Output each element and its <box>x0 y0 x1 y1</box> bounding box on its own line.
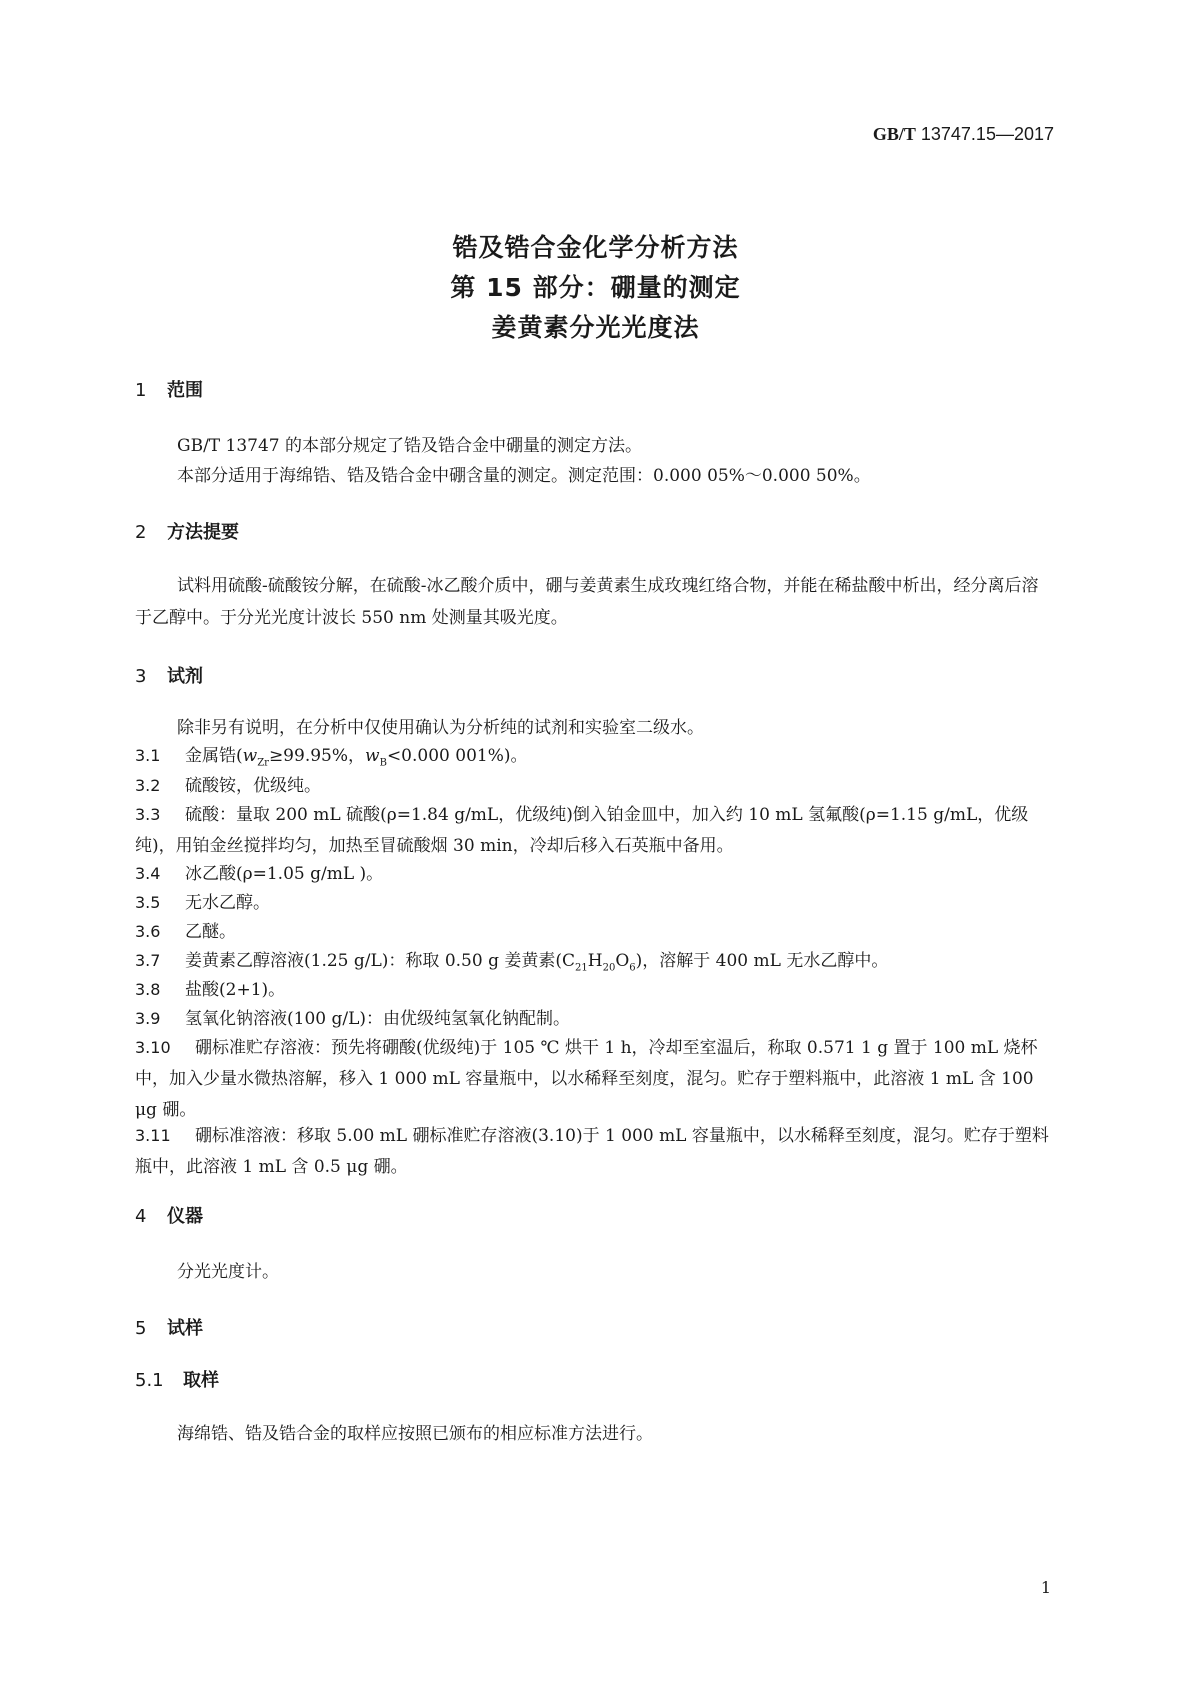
section-1-paragraph-2: 本部分适用于海绵锆、锆及锆合金中硼含量的测定。测定范围：0.000 05%～0.000 50%。 <box>177 466 871 486</box>
subsection-title: 取样 <box>183 1370 219 1391</box>
item-text: 无水乙醇。 <box>185 893 270 913</box>
standard-code: 13747.15—2017 <box>915 124 1054 144</box>
section-title: 方法提要 <box>167 522 239 543</box>
symbol-w: w <box>365 746 380 766</box>
item-number: 3.11 <box>135 1126 171 1145</box>
section-title: 试剂 <box>167 666 203 687</box>
standard-number <box>873 124 1054 145</box>
subscript: 20 <box>602 962 616 974</box>
item-text: 盐酸(2+1)。 <box>185 980 286 1000</box>
section-number: 2 <box>135 522 147 543</box>
item-number: 3.7 <box>135 951 161 970</box>
item-number: 3.3 <box>135 805 161 824</box>
item-text: 冰乙酸(ρ=1.05 g/mL )。 <box>185 864 384 884</box>
section-number: 1 <box>135 380 147 401</box>
subscript: Zr <box>257 757 269 769</box>
section-1-heading <box>135 376 203 402</box>
reagent-item <box>135 916 1055 948</box>
section-title: 范围 <box>167 380 203 401</box>
subscript: 6 <box>629 962 636 974</box>
item-text: 金属锆( <box>185 746 243 766</box>
section-title: 仪器 <box>167 1206 203 1227</box>
document-title <box>0 228 1191 348</box>
item-number: 3.2 <box>135 776 161 795</box>
section-2-paragraph: 试料用硫酸-硫酸铵分解，在硫酸-冰乙酸介质中，硼与姜黄素生成玫瑰红络合物，并能在稀盐酸中析出，经分离后溶于乙醇中。于分光光度计波长 550 nm 处测量其吸光度。 <box>135 576 1039 628</box>
page-number: 1 <box>1040 1578 1051 1597</box>
item-number: 3.9 <box>135 1009 161 1028</box>
section-3-heading <box>135 662 203 688</box>
subscript: 21 <box>575 962 588 974</box>
reagent-item <box>135 974 1055 1006</box>
item-text: 姜黄素乙醇溶液(1.25 g/L)：称取 0.50 g 姜黄素(C <box>185 951 576 971</box>
section-number: 4 <box>135 1206 147 1227</box>
title-line-3: 姜黄素分光光度法 <box>491 313 700 342</box>
reagent-item <box>135 858 1055 890</box>
reagent-item <box>135 1003 1055 1035</box>
item-number: 3.6 <box>135 922 161 941</box>
item-text: 硫酸铵，优级纯。 <box>185 776 321 796</box>
item-text: <0.000 001%)。 <box>386 746 528 766</box>
section-title: 试样 <box>167 1318 203 1339</box>
item-number: 3.8 <box>135 980 161 999</box>
item-text: 乙醚。 <box>185 922 236 942</box>
reagent-item <box>135 1032 1055 1126</box>
subsection-number: 5.1 <box>135 1370 164 1391</box>
subsection-5-1-paragraph: 海绵锆、锆及锆合金的取样应按照已颁布的相应标准方法进行。 <box>177 1424 653 1444</box>
item-text: 硼标准贮存溶液：预先将硼酸(优级纯)于 105 ℃ 烘干 1 h，冷却至室温后，称取 0.571 1 g 置于 100 mL 烧杯中，加入少量水微热溶解，移入 1 000 mL 容量瓶中，以水稀释至刻度，混匀。贮存于塑料瓶中，此溶液 1 mL 含 100 μg 硼。 <box>135 1038 1038 1120</box>
item-text: ≥99.95%， <box>268 746 366 766</box>
element-h: H <box>587 951 603 971</box>
section-2-heading <box>135 518 239 544</box>
reagent-item <box>135 770 1055 802</box>
section-4-heading <box>135 1202 203 1228</box>
item-text: )，溶解于 400 mL 无水乙醇中。 <box>635 951 889 971</box>
item-number: 3.4 <box>135 864 161 883</box>
reagent-item <box>135 1120 1055 1183</box>
section-5-heading <box>135 1314 203 1340</box>
title-line-1: 锆及锆合金化学分析方法 <box>452 233 739 262</box>
item-text: 硫酸：量取 200 mL 硫酸(ρ=1.84 g/mL，优级纯)倒入铂金皿中，加入约 10 mL 氢氟酸(ρ=1.15 g/mL，优级纯)，用铂金丝搅拌均匀，加热至冒硫酸烟 30 min，冷却后移入石英瓶中备用。 <box>135 805 1029 856</box>
section-1-paragraph-1: GB/T 13747 的本部分规定了锆及锆合金中硼量的测定方法。 <box>177 436 643 456</box>
item-text: 硼标准溶液：移取 5.00 mL 硼标准贮存溶液(3.10)于 1 000 mL 容量瓶中，以水稀释至刻度，混匀。贮存于塑料瓶中，此溶液 1 mL 含 0.5 μg 硼。 <box>135 1126 1049 1177</box>
item-number: 3.10 <box>135 1038 171 1057</box>
section-number: 5 <box>135 1318 147 1339</box>
subsection-5-1-heading <box>135 1366 219 1392</box>
element-o: O <box>615 951 630 971</box>
reagent-item <box>135 887 1055 919</box>
section-3-intro: 除非另有说明，在分析中仅使用确认为分析纯的试剂和实验室二级水。 <box>177 718 704 738</box>
title-line-2: 第 15 部分：硼量的测定 <box>450 273 741 302</box>
reagent-item <box>135 799 1055 862</box>
item-number: 3.1 <box>135 746 161 765</box>
symbol-w: w <box>242 746 258 766</box>
section-4-paragraph: 分光光度计。 <box>177 1262 279 1282</box>
standard-prefix: GB/T <box>872 124 916 144</box>
section-number: 3 <box>135 666 147 687</box>
item-text: 氢氧化钠溶液(100 g/L)：由优级纯氢氧化钠配制。 <box>185 1009 571 1029</box>
subscript: B <box>379 757 387 769</box>
item-number: 3.5 <box>135 893 161 912</box>
